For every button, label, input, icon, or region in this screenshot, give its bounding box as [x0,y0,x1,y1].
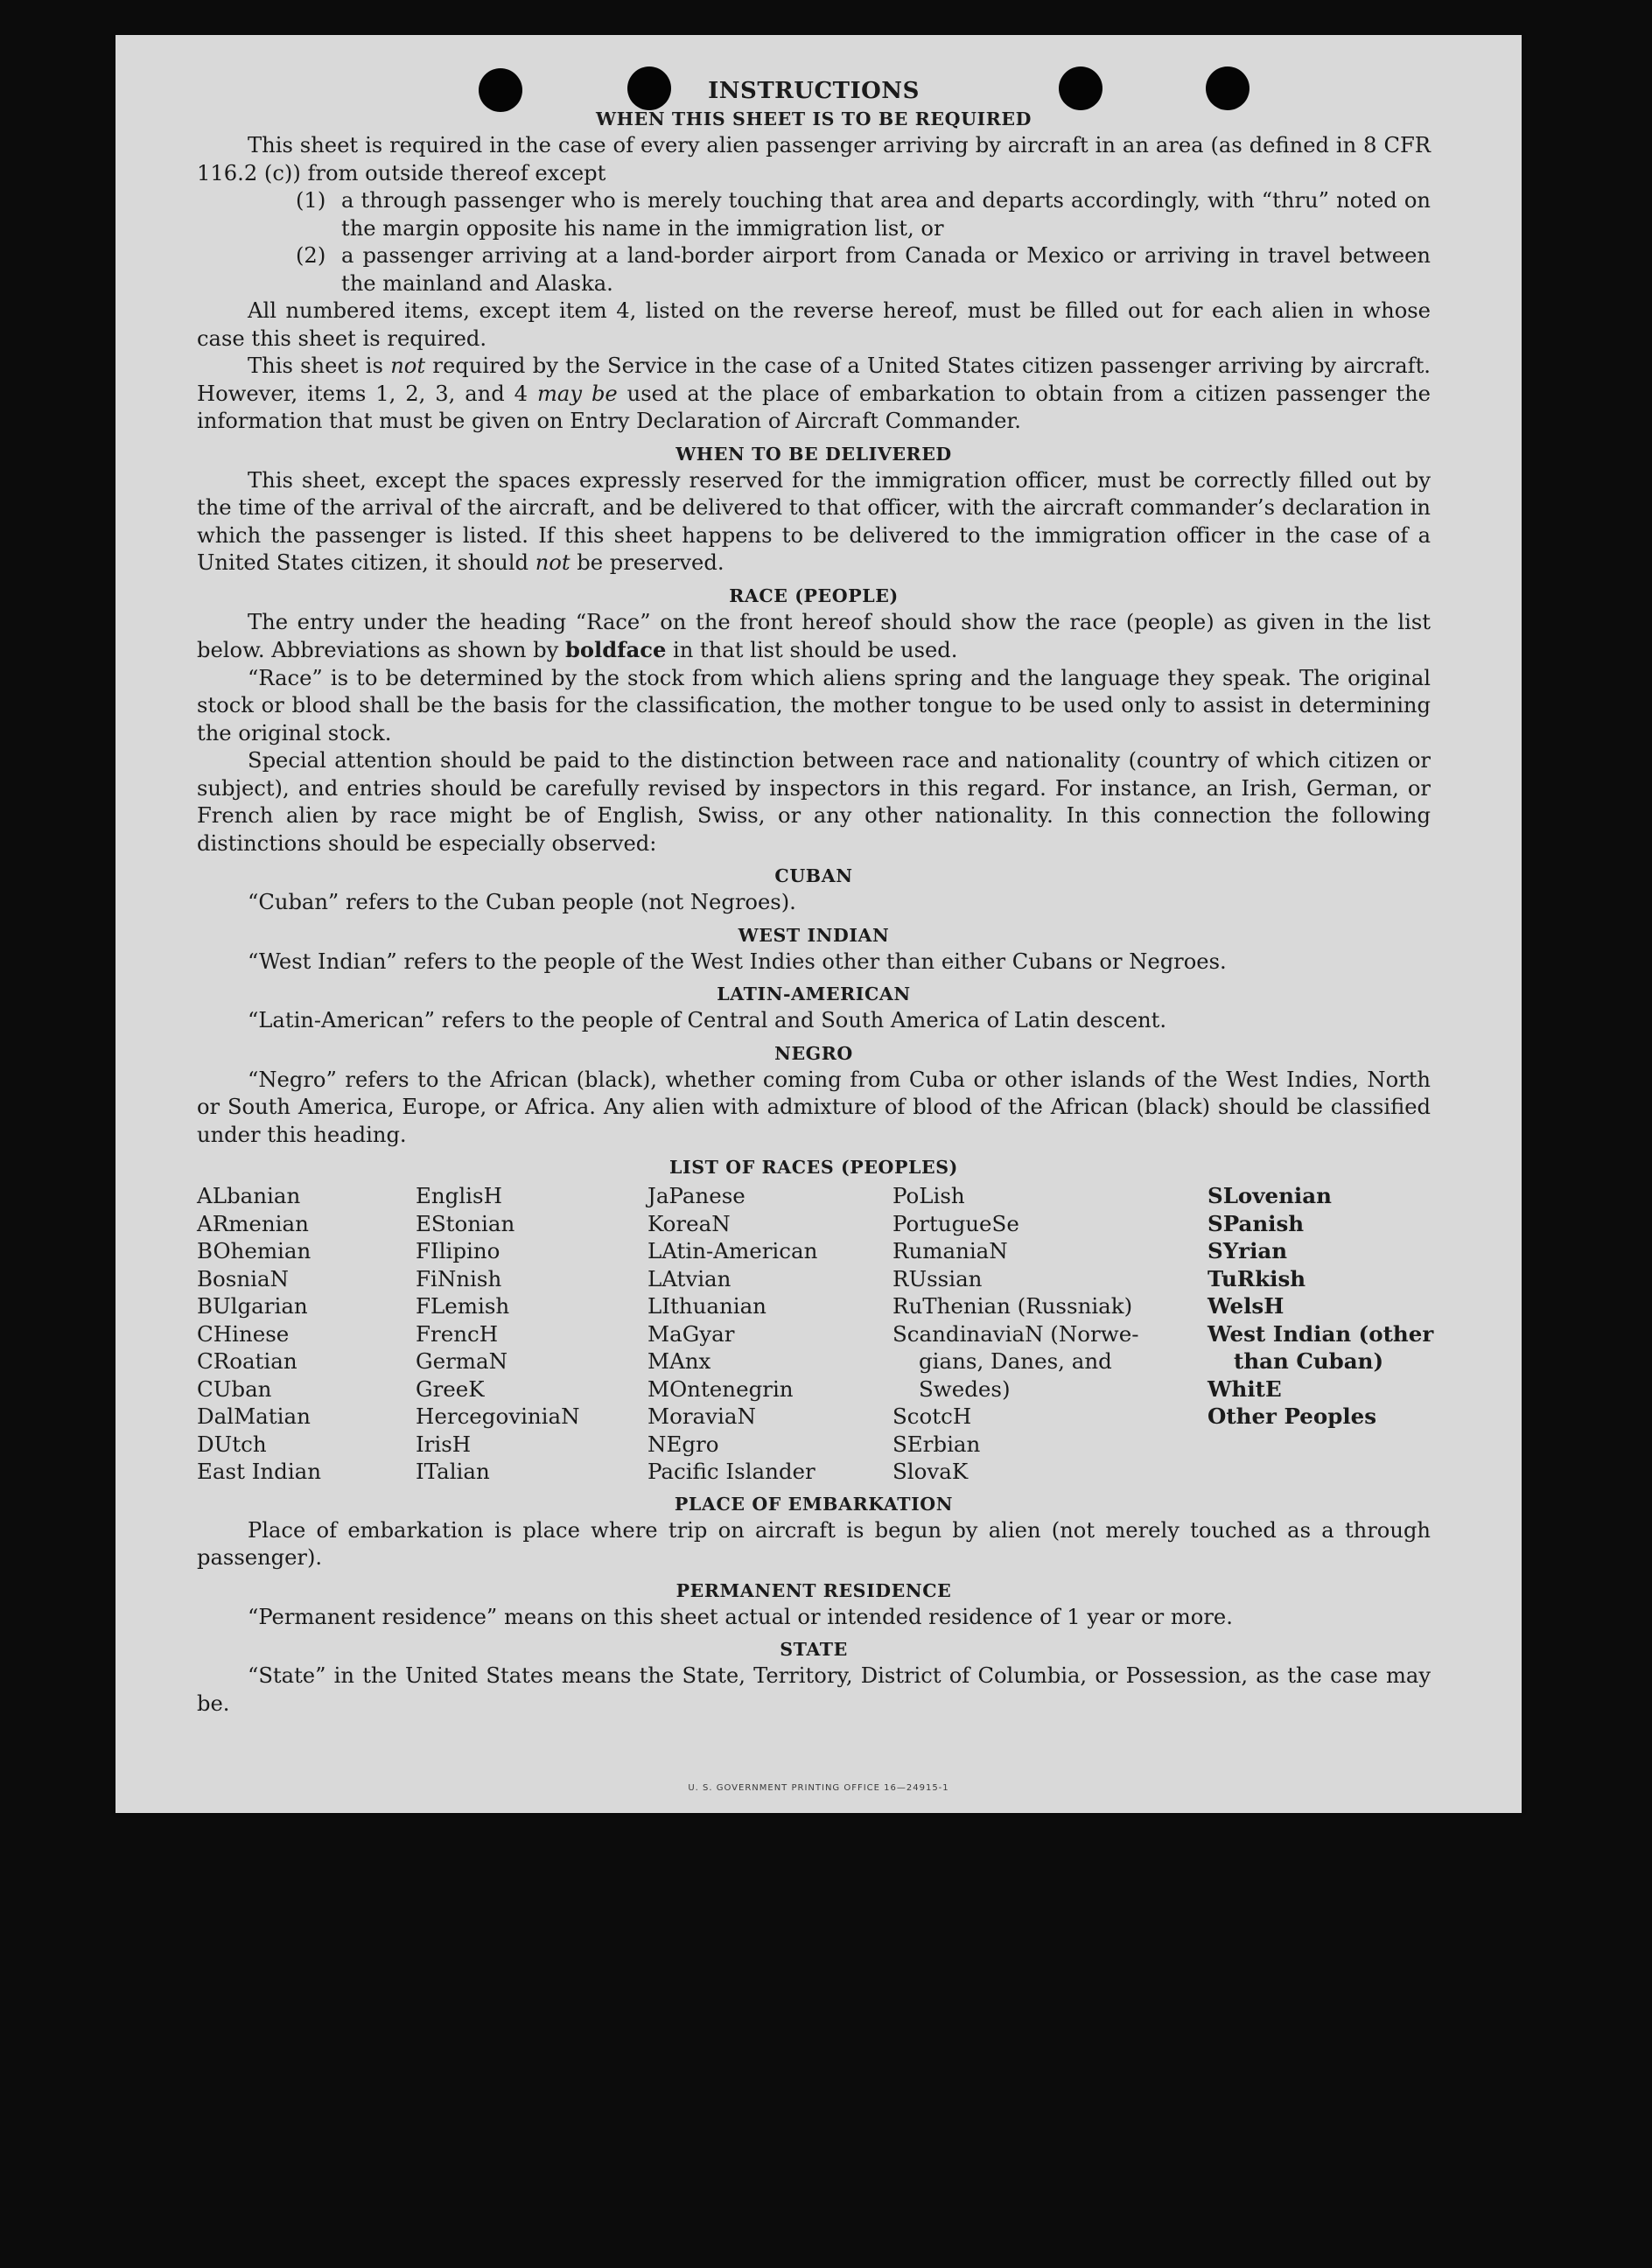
race-entry: ALbanian [197,1183,301,1208]
race-entry: FiNnish [416,1265,502,1292]
race-entry: Pacific Islander [648,1459,816,1484]
heading-negro: NEGRO [774,1042,853,1064]
race-entry: ScotcH [892,1404,972,1429]
printing-office-imprint: U. S. GOVERNMENT PRINTING OFFICE 16—24915-1 [688,1783,949,1793]
race-entry: BOhemian [197,1238,312,1264]
heading-delivered: WHEN TO BE DELIVERED [676,443,952,465]
race-entry: MAnx [648,1348,711,1374]
race-entry: PortugueSe [892,1210,1019,1236]
race-entry: RUssian [892,1265,983,1292]
list-item [296,187,1431,242]
race-entry: MOntenegrin [648,1376,794,1402]
race-entry: LAtvian [648,1265,732,1292]
emphasis: not [535,550,570,575]
race-entry: EStonian [416,1210,515,1236]
races-column [648,1182,892,1486]
race-entry: MoraviaN [648,1404,756,1429]
race-entry: WhitE [1208,1376,1282,1402]
heading-embarkation: PLACE OF EMBARKATION [674,1493,954,1515]
heading-residence: PERMANENT RESIDENCE [676,1579,952,1601]
text-run: The entry under the heading “Race” on the front hereof should show the race (people) as given in the list below. Abbreviations as shown by [197,609,1431,662]
race-entry: CRoatian [197,1348,298,1374]
races-column [1208,1182,1434,1486]
race-entry: RuThenian (Russniak) [892,1293,1133,1319]
race-entry: Other Peoples [1208,1404,1377,1429]
races-column [197,1182,416,1486]
race-entry: SLovenian [1208,1183,1332,1208]
heading-required: WHEN THIS SHEET IS TO BE REQUIRED [596,108,1032,130]
race-entry: BosniaN [197,1265,289,1292]
heading-race: RACE (PEOPLE) [729,584,899,606]
paragraph: “Permanent residence” means on this sheet actual or intended residence of 1 year or more. [248,1604,1233,1629]
bold-text: boldface [565,637,667,662]
list-item [296,242,1431,298]
paragraph: “Latin-American” refers to the people of Central and South America of Latin descent. [248,1008,1167,1032]
race-entry: FrencH [416,1320,499,1347]
race-entry: RumaniaN [892,1238,1008,1264]
paragraph [197,353,1431,436]
race-entry: LAtin-American [648,1238,818,1264]
race-entry: ARmenian [197,1210,309,1236]
race-entry: MaGyar [648,1320,735,1347]
paragraph [197,609,1431,665]
race-entry: than Cuban) [1234,1348,1384,1374]
emphasis: may be [537,381,618,406]
paragraph: This sheet is required in the case of every alien passenger arriving by aircraft in an area (as defined in 8 CFR 116.2 (c)) from outside thereof except [197,133,1431,186]
paragraph [197,467,1431,578]
race-entry: Swedes) [919,1376,1011,1402]
race-entry: HercegoviniaN [416,1404,580,1429]
race-entry: SErbian [892,1431,981,1457]
race-entry: IrisH [416,1431,472,1457]
item-text: a through passenger who is merely touching that area and departs accordingly, with “thru” noted on the margin opposite his name in the immigration list, or [341,188,1431,241]
heading-state: STATE [780,1639,848,1660]
text-run: be preserved. [570,550,724,575]
race-entry: SYrian [1208,1238,1288,1264]
race-entry: ScandinaviaN (Norwe- [892,1320,1139,1347]
paragraph: “West Indian” refers to the people of the West Indies other than either Cubans or Negroes. [248,948,1227,974]
race-entry: West Indian (other [1208,1320,1434,1347]
paragraph: “Cuban” refers to the Cuban people (not Negroes). [248,890,796,914]
item-text: a passenger arriving at a land-border airport from Canada or Mexico or arriving in travel between the mainland and Alaska. [341,243,1431,296]
emphasis: not [390,354,426,378]
document-body [197,74,1434,1718]
text-run: This sheet, except the spaces expressly reserved for the immigration officer, must be correctly filled out by the time of the arrival of the aircraft, and be delivered to that officer, with the aircraft commander’s declaration in which the passenger is listed. If this sheet happens to be delivered to the immigration officer in the case of a United States citizen, it should [197,467,1431,575]
race-entry: FIlipino [416,1238,500,1264]
text-run: in that list should be used. [666,638,958,662]
race-entry: DalMatian [197,1404,311,1429]
race-entry: gians, Danes, and [919,1348,1112,1374]
race-entry: NEgro [648,1431,719,1457]
race-entry: FLemish [416,1293,510,1319]
paragraph: Special attention should be paid to the distinction between race and nationality (country of which citizen or subject), and entries should be carefully revised by inspectors in this regard. For instance, an Irish, German, or French alien by race might be of English, Swiss, or any other nationality. In this connection the following distinctions should be especially observed: [197,748,1431,856]
text-run: This sheet is [248,354,391,378]
paragraph: “Race” is to be determined by the stock from which aliens spring and the language they speak. The original stock or blood shall be the basis for the classification, the mother tongue to be used only to assist in determining the original stock. [197,665,1431,746]
paragraph: “State” in the United States means the State, Territory, District of Columbia, or Possession, as the case may be. [197,1663,1431,1716]
races-column [416,1182,648,1486]
item-number: (1) [296,188,326,213]
race-entry: DUtch [197,1431,267,1457]
text-run: used at the place of embarkation to obtain from a citizen passenger the information that must be given on Entry Declaration of Aircraft Commander. [197,381,1431,433]
races-list [197,1182,1434,1486]
race-entry: SPanish [1208,1210,1305,1236]
race-entry: PoLish [892,1183,965,1208]
race-entry: JaPanese [648,1183,746,1208]
race-entry: GreeK [416,1376,485,1402]
race-entry: BUlgarian [197,1293,308,1319]
race-entry: East Indian [197,1459,322,1484]
heading-list-of-races: LIST OF RACES (PEOPLES) [669,1157,958,1178]
paragraph: All numbered items, except item 4, listed on the reverse hereof, must be filled out for each alien in whose case this sheet is required. [197,298,1431,351]
races-column [892,1182,1208,1486]
paragraph: Place of embarkation is place where trip on aircraft is begun by alien (not merely touched as a through passenger). [197,1517,1431,1570]
race-entry: EnglisH [416,1183,502,1208]
race-entry: WelsH [1208,1293,1284,1319]
text-run: required by the Service in the case of a United States citizen passenger arriving by aircraft. However, items 1, 2, 3, and 4 [197,354,1431,406]
page-title: INSTRUCTIONS [708,78,920,104]
race-entry: CHinese [197,1320,290,1347]
race-entry: SlovaK [892,1459,969,1484]
item-number: (2) [296,243,326,268]
race-entry: ITalian [416,1459,490,1484]
paragraph: “Negro” refers to the African (black), whether coming from Cuba or other islands of the West Indies, North or South America, Europe, or Africa. Any alien with admixture of blood of the African (black) should be classified under this heading. [197,1067,1431,1147]
race-entry: GermaN [416,1348,508,1374]
race-entry: KoreaN [648,1210,731,1236]
document-sheet [116,35,1522,1813]
heading-west-indian: WEST INDIAN [738,924,890,946]
heading-latin-american: LATIN-AMERICAN [717,984,911,1004]
race-entry: TuRkish [1208,1265,1306,1292]
heading-cuban: CUBAN [774,865,853,886]
race-entry: LIthuanian [648,1293,766,1319]
race-entry: CUban [197,1376,272,1402]
